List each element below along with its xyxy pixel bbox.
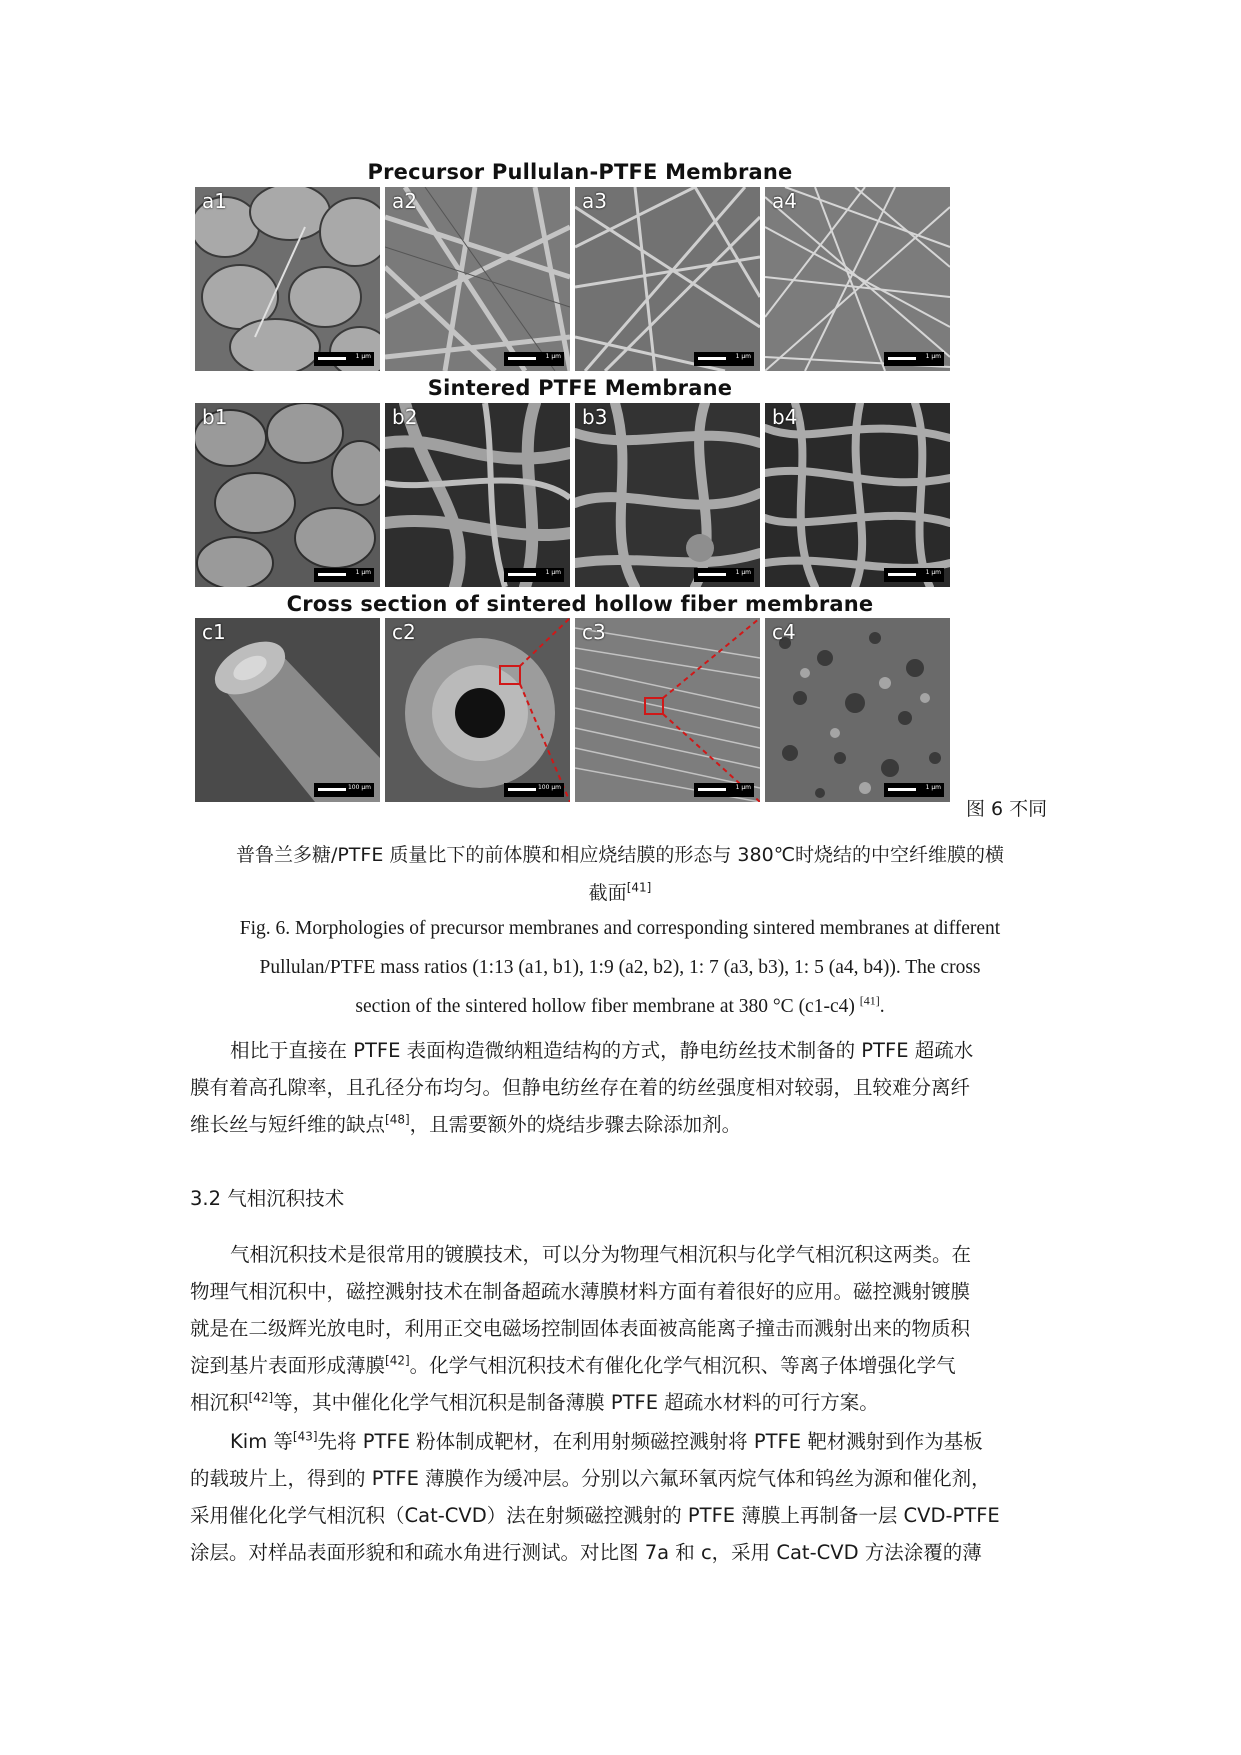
sem-image-sintered xyxy=(385,403,570,587)
sem-panel-c2 xyxy=(385,618,570,802)
sem-panel-a3 xyxy=(575,187,760,371)
sem-image-porous-detail xyxy=(765,618,950,802)
section-heading: 3.2 气相沉积技术 xyxy=(190,1187,345,1210)
row-title-sintered: Sintered PTFE Membrane xyxy=(427,376,733,400)
scale-bar: 1 μm xyxy=(884,783,944,797)
sem-image-sintered xyxy=(765,403,950,587)
sem-image-sintered xyxy=(575,403,760,587)
panel-label: c2 xyxy=(392,620,416,644)
paragraph-kim-study: Kim 等[43]先将 PTFE 粉体制成靶材，在利用射频磁控溅射将 PTFE 靶材溅射到作为基板 的载玻片上，得到的 PTFE 薄膜作为缓冲层。分别以六氟环氧丙烷气体和钨丝为源和催化剂， 采用催化化学气相沉积（Cat-CVD）法在射频磁控溅射的 PTFE 薄膜上再制备一层 CVD-PTFE 涂层。对样品表面形貌和和疏水角进行测试。对比图 7a 和 c，采用 Cat-CVD 方法涂覆的薄 xyxy=(190,1429,1000,1564)
caption-en-line2: Pullulan/PTFE mass ratios (1:13 (a1, b1), 1:9 (a2, b2), 1: 7 (a3, b3), 1: 5 (a4, b4)). The cross xyxy=(259,957,981,978)
sem-image-porous-wall xyxy=(575,618,760,802)
scale-bar: 100 μm xyxy=(504,783,564,797)
sem-image-fibers xyxy=(575,187,760,371)
citation-ref: [41] xyxy=(859,993,880,1008)
panel-label: c1 xyxy=(202,620,226,644)
caption-cn-line2: 截面[41] xyxy=(588,880,652,904)
caption-cn-line1: 普鲁兰多糖/PTFE 质量比下的前体膜和相应烧结膜的形态与 380℃时烧结的中空纤维膜的横 xyxy=(235,844,1005,866)
scale-bar: 1 μm xyxy=(694,783,754,797)
sem-panel-c3 xyxy=(575,618,760,802)
citation-ref: [42] xyxy=(385,1353,410,1368)
sem-image-globular xyxy=(195,187,380,371)
citation-ref: [42] xyxy=(248,1390,274,1405)
citation-ref: [43] xyxy=(292,1429,318,1444)
scale-bar: 100 μm xyxy=(314,783,374,797)
caption-en-line3: section of the sintered hollow fiber membrane at 380 °C (c1-c4) [41]. xyxy=(355,993,885,1017)
sem-panel-a1 xyxy=(195,187,380,371)
scale-bar: 1 μm xyxy=(314,568,374,582)
panel-label: c3 xyxy=(582,620,606,644)
sem-image-fibers xyxy=(765,187,950,371)
figure-number: 图 6 不同 xyxy=(966,798,1048,820)
citation-ref: [41] xyxy=(626,880,652,895)
paragraph-vapor-deposition: 气相沉积技术是很常用的镀膜技术，可以分为物理气相沉积与化学气相沉积这两类。在 物理气相沉积中，磁控溅射技术在制备超疏水薄膜材料方面有着很好的应用。磁控溅射镀膜 就是在二级辉光放电时，利用正交电磁场控制固体表面被高能离子撞击而溅射出来的物质积 淀到基片表面形成薄膜[42]。化学气相沉积技术有催化化学气相沉积、等离子体增强化学气 相沉积[42]等，其中催化化学气相沉积是制备薄膜 PTFE 超疏水材料的可行方案。 xyxy=(190,1243,972,1414)
row-title-precursor: Precursor Pullulan-PTFE Membrane xyxy=(367,160,793,184)
panel-label: b3 xyxy=(582,405,608,429)
sem-image-fibers xyxy=(385,187,570,371)
sem-panel-a2 xyxy=(385,187,570,371)
scale-bar: 1 μm xyxy=(884,568,944,582)
panel-label: b1 xyxy=(202,405,228,429)
caption-en-line1: Fig. 6. Morphologies of precursor membranes and corresponding sintered membranes at different xyxy=(239,918,1001,939)
sem-image-hollow-fiber xyxy=(195,618,380,802)
scale-bar: 1 μm xyxy=(504,352,564,366)
panel-label: b2 xyxy=(392,405,418,429)
scale-bar: 1 μm xyxy=(694,568,754,582)
panel-label: b4 xyxy=(772,405,798,429)
scale-bar: 1 μm xyxy=(504,568,564,582)
scale-bar: 1 μm xyxy=(314,352,374,366)
scale-bar: 1 μm xyxy=(884,352,944,366)
sem-image-sintered xyxy=(195,403,380,587)
sem-panel-a4 xyxy=(765,187,950,371)
panel-label: a3 xyxy=(582,189,607,213)
panel-label: a4 xyxy=(772,189,797,213)
sem-panel-c4 xyxy=(765,618,950,802)
sem-panel-b1 xyxy=(195,403,380,587)
panel-label: c4 xyxy=(772,620,796,644)
panel-label: a1 xyxy=(202,189,227,213)
sem-panel-c1 xyxy=(195,618,380,802)
scale-bar: 1 μm xyxy=(694,352,754,366)
row-title-cross-section: Cross section of sintered hollow fiber membrane xyxy=(286,592,874,616)
sem-panel-b3 xyxy=(575,403,760,587)
sem-panel-b2 xyxy=(385,403,570,587)
sem-image-hollow-fiber-cross-section xyxy=(385,618,570,802)
sem-panel-b4 xyxy=(765,403,950,587)
paragraph-electrospinning: 相比于直接在 PTFE 表面构造微纳粗造结构的方式，静电纺丝技术制备的 PTFE 超疏水 膜有着高孔隙率，且孔径分布均匀。但静电纺丝存在着的纺丝强度相对较弱，且较难分离纤 维长丝与短纤维的缺点[48]，且需要额外的烧结步骤去除添加剂。 xyxy=(190,1039,974,1136)
citation-ref: [48] xyxy=(385,1112,410,1127)
panel-label: a2 xyxy=(392,189,417,213)
